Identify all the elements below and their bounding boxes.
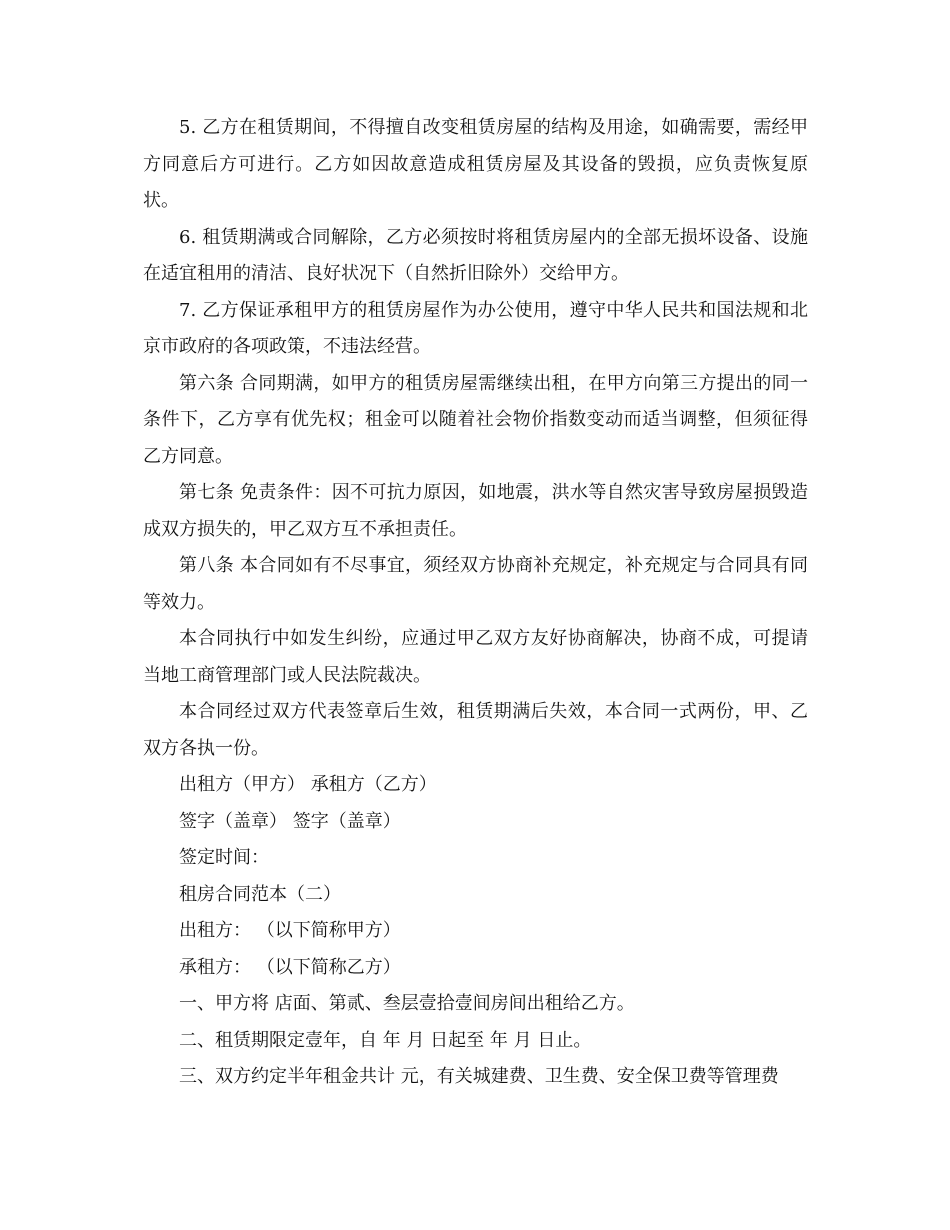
clause-5: 5. 乙方在租赁期间，不得擅自改变租赁房屋的结构及用途，如确需要，需经甲方同意后方可进行。乙方如因故意造成租赁房屋及其设备的毁损，应负责恢复原状。 [143, 117, 808, 211]
lessor-line: 出租方： （以下简称甲方） [179, 920, 401, 941]
item-1: 一、甲方将 店面、第贰、叁层壹拾壹间房间出租给乙方。 [179, 993, 635, 1014]
parties-line: 出租方（甲方） 承租方（乙方） [179, 774, 437, 795]
effect-paragraph: 本合同经过双方代表签章后生效，租赁期满后失效，本合同一式两份，甲、乙双方各执一份。 [143, 701, 808, 759]
sign-date-line: 签定时间： [179, 847, 269, 868]
article-6: 第六条 合同期满，如甲方的租赁房屋需继续出租，在甲方向第三方提出的同一条件下，乙方享有优先权；租金可以随着社会物价指数变动而适当调整，但须征得乙方同意。 [143, 372, 808, 467]
item-3: 三、双方约定半年租金共计 元，有关城建费、卫生费、安全保卫费等管理费 [179, 1066, 779, 1087]
clause-6: 6. 租赁期满或合同解除，乙方必须按时将租赁房屋内的全部无损坏设备、设施在适宜租用的清洁、良好状况下（自然折旧除外）交给甲方。 [143, 226, 808, 284]
signature-line: 签字（盖章） 签字（盖章） [179, 810, 401, 832]
document-body [143, 110, 808, 1096]
article-8: 第八条 本合同如有不尽事宜，须经双方协商补充规定，补充规定与合同具有同等效力。 [143, 555, 808, 613]
lessee-line: 承租方： （以下简称乙方） [179, 956, 401, 978]
dispute-paragraph: 本合同执行中如发生纠纷，应通过甲乙双方友好协商解决，协商不成，可提请当地工商管理部门或人民法院裁决。 [143, 628, 808, 686]
clause-7: 7. 乙方保证承租甲方的租赁房屋作为办公使用，遵守中华人民共和国法规和北京市政府的各项政策，不违法经营。 [143, 299, 808, 357]
section-title: 租房合同范本（二） [179, 883, 341, 905]
article-7: 第七条 免责条件：因不可抗力原因，如地震，洪水等自然灾害导致房屋损毁造成双方损失的，甲乙双方互不承担责任。 [143, 482, 808, 540]
item-2: 二、租赁期限定壹年，自 年 月 日起至 年 月 日止。 [179, 1029, 592, 1051]
